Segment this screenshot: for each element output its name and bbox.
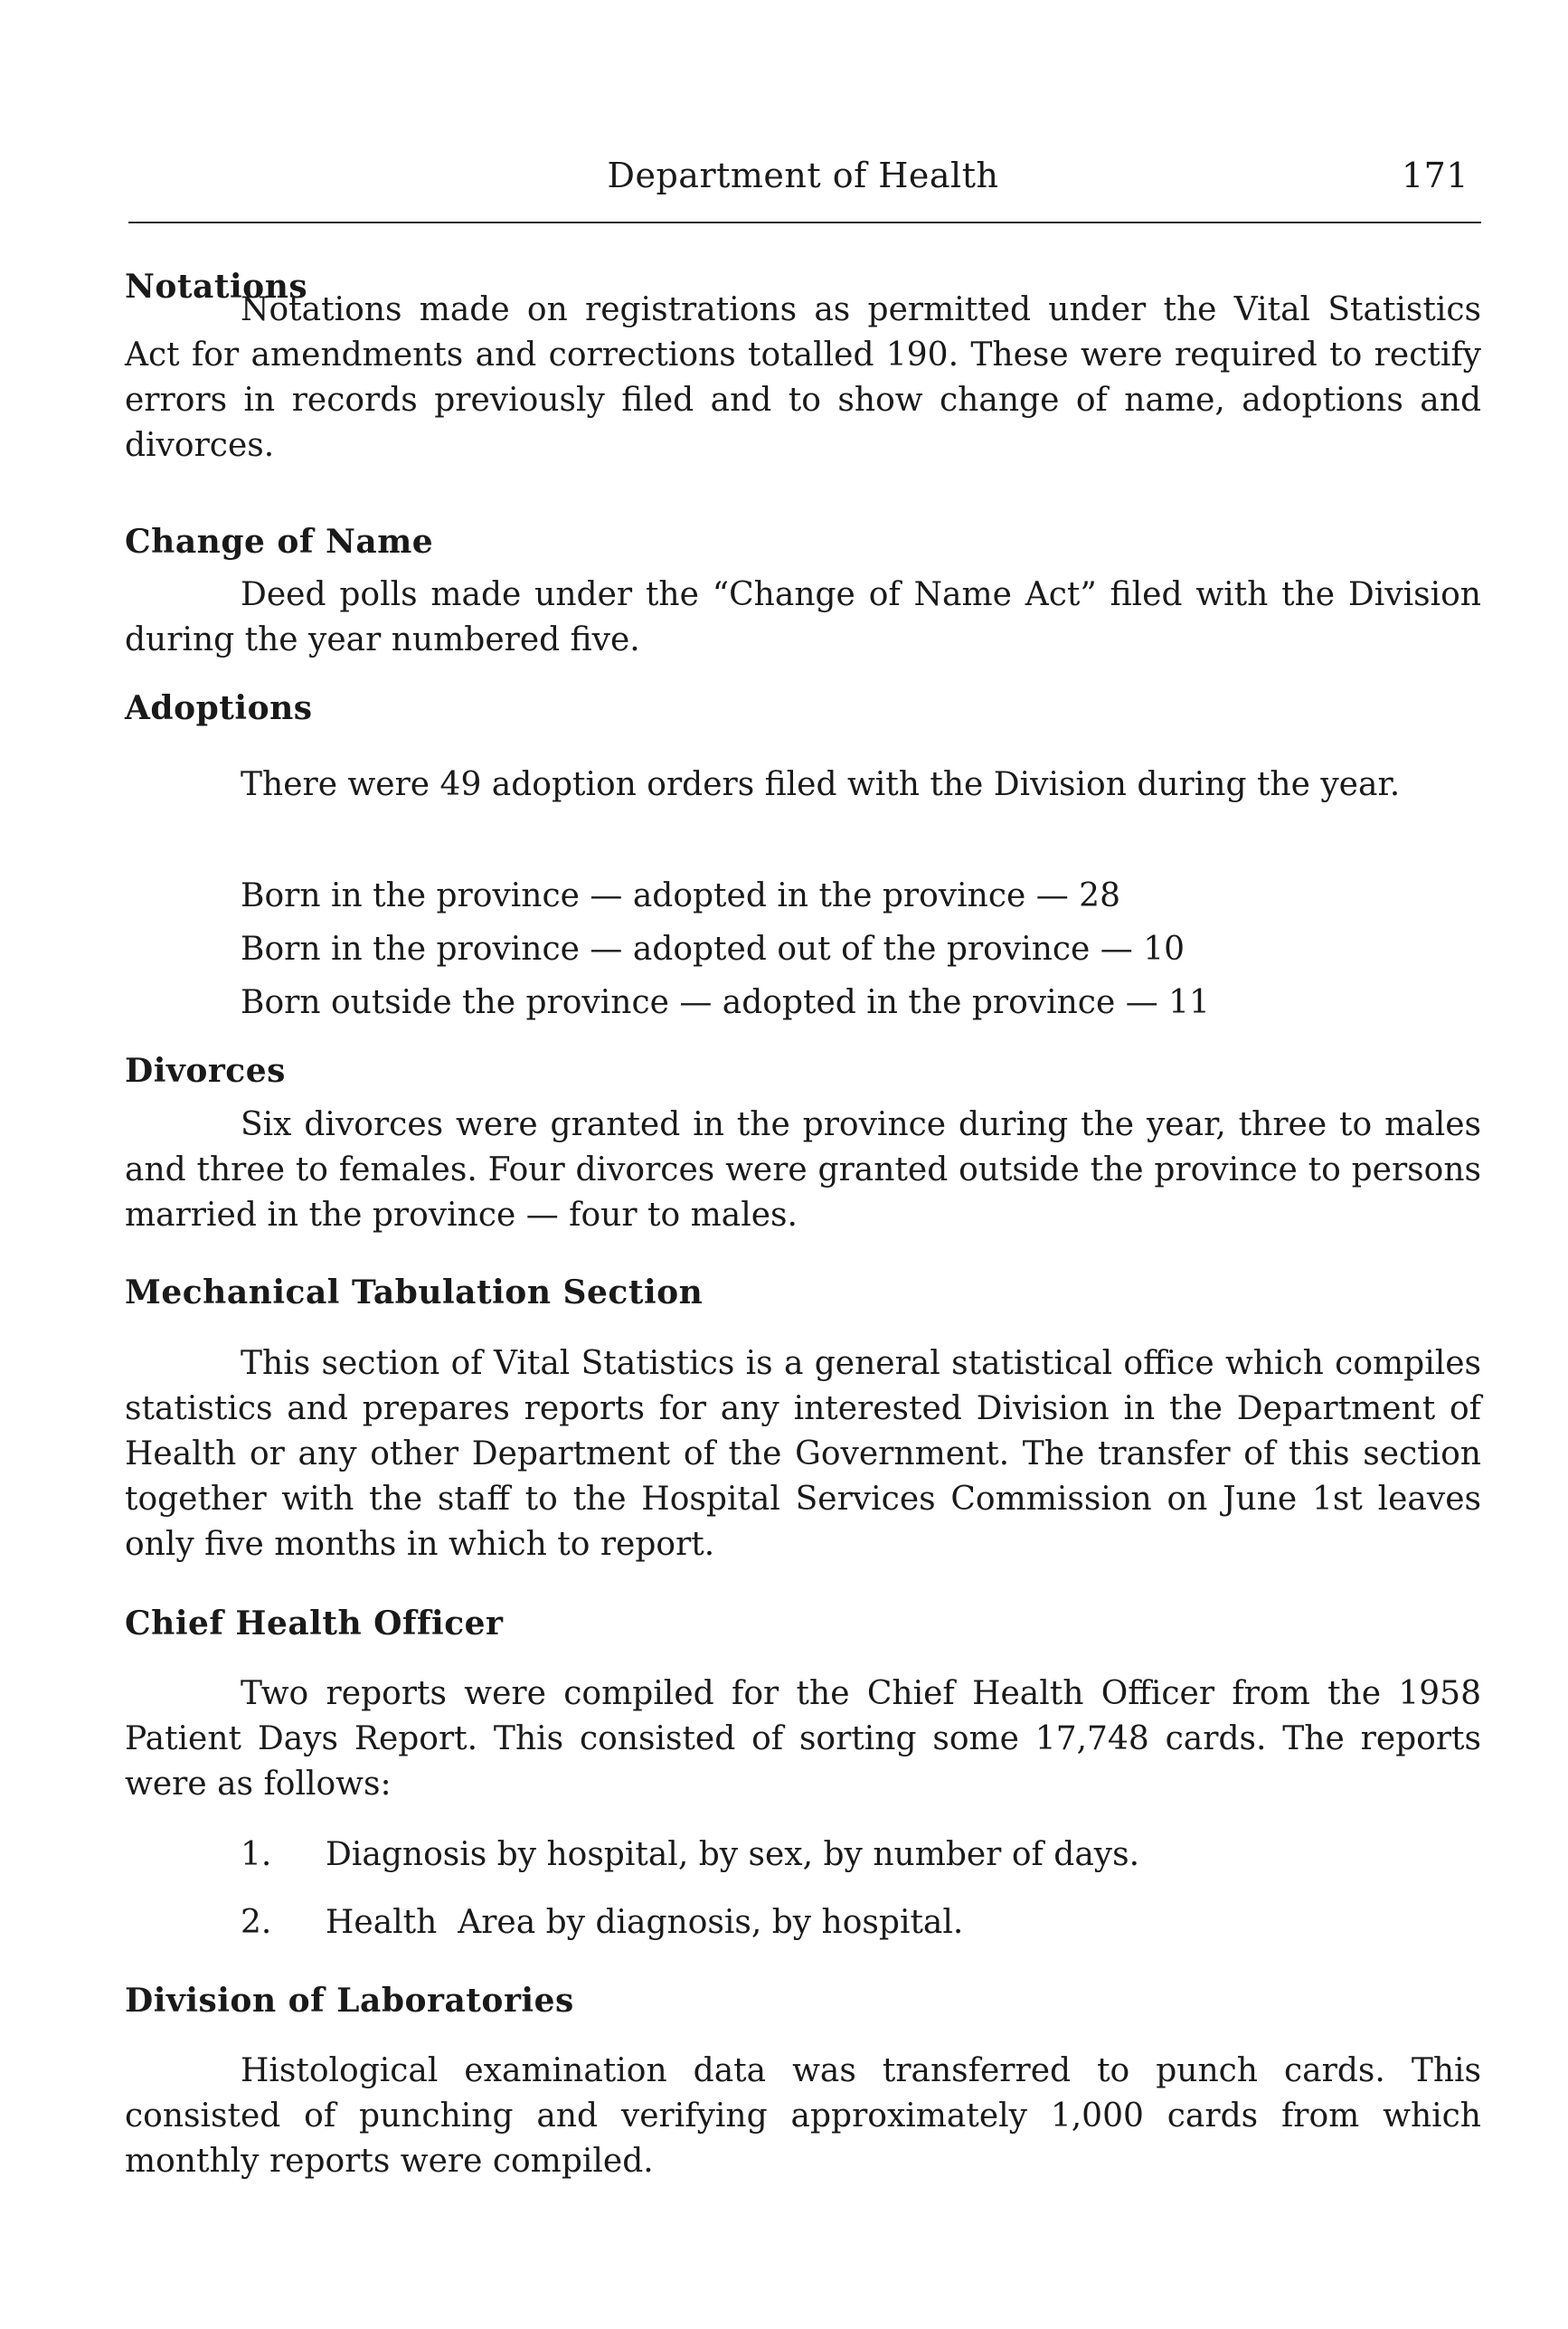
change-of-name-heading: Change of Name — [125, 523, 434, 561]
adoptions-heading: Adoptions — [125, 689, 313, 727]
report-list-item-2: Health Area by diagnosis, by hospital. — [326, 1904, 964, 1941]
laboratories-heading: Division of Laboratories — [125, 1982, 574, 2020]
divorces-heading: Divorces — [125, 1052, 286, 1090]
mechanical-tabulation-body: This section of Vital Statistics is a general statistical office which compiles statistics and prepares reports for any interested Division in the Department of Health or any other Department of the Government. The transfer of this section together with the staff to the Hospital Services Commission on June 1st leaves only five months in which to report. — [125, 1345, 1481, 1563]
report-list-number-1: 1. — [241, 1836, 272, 1873]
notations-heading: Notations — [125, 268, 308, 306]
report-list-number-2: 2. — [241, 1904, 272, 1941]
adoptions-body: There were 49 adoption orders filed with the Division during the year. — [241, 766, 1401, 803]
chief-health-officer-body: Two reports were compiled for the Chief Health Officer from the 1958 Patient Days Report. This consisted of sorting some 17,748 cards. The reports were as follows: — [125, 1675, 1481, 1803]
adoption-line-1: Born in the province — adopted in the province — 28 — [241, 877, 1120, 914]
header-title: Department of Health — [607, 156, 999, 195]
adoption-line-2: Born in the province — adopted out of the province — 10 — [241, 931, 1185, 968]
notations-body: Notations made on registrations as permitted under the Vital Statistics Act for amendments and corrections totalled 190. These were required to rectify errors in records previously filed and to show change of name, adoptions and divorces. — [125, 291, 1481, 464]
laboratories-body: Histological examination data was transferred to punch cards. This consisted of punching and verifying approximately 1,000 cards from which monthly reports were compiled. — [125, 2052, 1481, 2180]
running-header — [125, 156, 1481, 210]
adoption-line-3: Born outside the province — adopted in the province — 11 — [241, 984, 1210, 1021]
header-rule — [128, 222, 1481, 223]
divorces-body: Six divorces were granted in the province during the year, three to males and three to females. Four divorces were granted outside the province to persons married in the province — four to males. — [125, 1106, 1481, 1234]
change-of-name-body: Deed polls made under the “Change of Name Act” filed with the Division during the year numbered five. — [125, 576, 1481, 658]
report-list-item-1: Diagnosis by hospital, by sex, by number of days. — [326, 1836, 1140, 1873]
mechanical-tabulation-heading: Mechanical Tabulation Section — [125, 1273, 704, 1311]
page-number: 171 — [1401, 156, 1469, 195]
chief-health-officer-heading: Chief Health Officer — [125, 1605, 504, 1643]
